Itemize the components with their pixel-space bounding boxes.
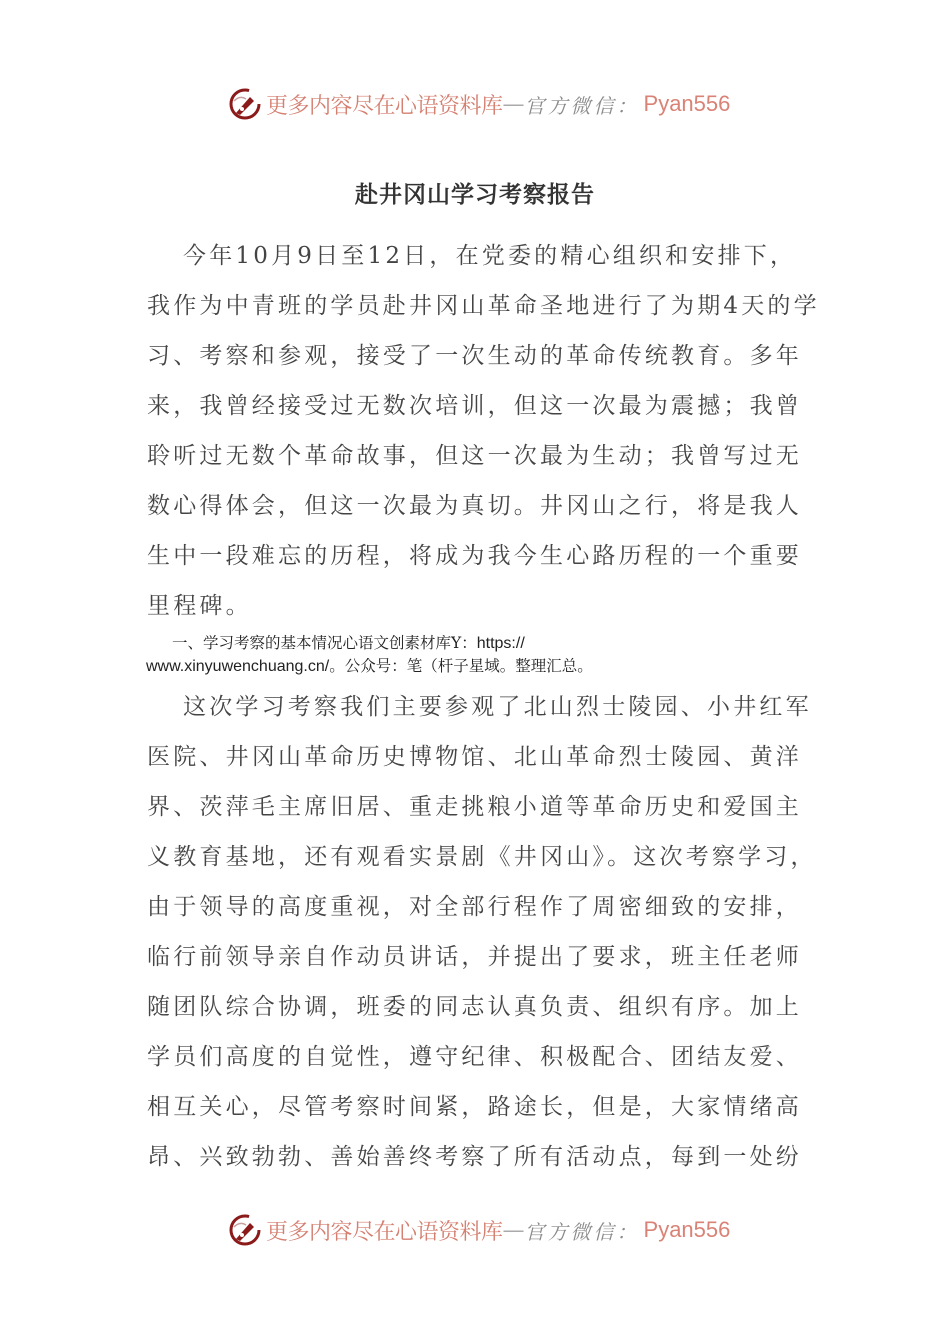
section-heading-line-2 bbox=[146, 655, 593, 678]
banner-wechat-id: Pyan556 bbox=[643, 1217, 731, 1242]
text-line: 数心得体会，但这一次最为真切。井冈山之行，将是我人 bbox=[147, 493, 802, 519]
text-line: 这次学习考察我们主要参观了北山烈士陵园、小井红军 bbox=[183, 694, 812, 720]
pen-logo-icon bbox=[228, 1213, 262, 1247]
text-line: 医院、井冈山革命历史博物馆、北山革命烈士陵园、黄洋 bbox=[147, 744, 802, 770]
banner-wechat-label: 官方微信： bbox=[524, 93, 640, 118]
section-heading-text: 一、学习考察的基本情况心语文创素材库Y： bbox=[172, 634, 477, 652]
banner-dash: — bbox=[502, 1217, 525, 1243]
text-line: 习、考察和参观，接受了一次生动的革命传统教育。多年 bbox=[147, 343, 802, 369]
banner-wechat-id: Pyan556 bbox=[643, 91, 731, 116]
section-heading-url: www.xinyuwenchuang.cn/ bbox=[146, 658, 330, 675]
text-line: 界、茨萍毛主席旧居、重走挑粮小道等革命历史和爱国主 bbox=[147, 794, 802, 820]
text-line: 今年10月9日至12日，在党委的精心组织和安排下， bbox=[183, 243, 797, 269]
pen-logo-icon bbox=[228, 87, 262, 121]
text-line: 我作为中青班的学员赴井冈山革命圣地进行了为期4天的学 bbox=[147, 293, 820, 319]
banner-wechat-label: 官方微信： bbox=[524, 1219, 640, 1244]
text-line: 由于领导的高度重视，对全部行程作了周密细致的安排， bbox=[147, 894, 802, 920]
text-line: 学员们高度的自觉性，遵守纪律、积极配合、团结友爱、 bbox=[147, 1044, 802, 1070]
text-line: 生中一段难忘的历程，将成为我今生心路历程的一个重要 bbox=[147, 543, 802, 569]
text-line: 里程碑。 bbox=[147, 593, 252, 619]
banner-site-name: 更多内容尽在心语资料库 bbox=[266, 1219, 503, 1245]
section-heading-url-part: https:// bbox=[476, 635, 525, 652]
text-line: 来，我曾经接受过无数次培训，但这一次最为震撼；我曾 bbox=[147, 393, 802, 419]
text-line: 聆听过无数个革命故事，但这一次最为生动；我曾写过无 bbox=[147, 443, 802, 469]
text-line: 随团队综合协调，班委的同志认真负责、组织有序。加上 bbox=[147, 994, 802, 1020]
footer-banner bbox=[228, 1210, 730, 1250]
text-line: 昂、兴致勃勃、善始善终考察了所有活动点，每到一处纷 bbox=[147, 1144, 802, 1170]
banner-site-name: 更多内容尽在心语资料库 bbox=[266, 93, 503, 119]
banner-dash: — bbox=[502, 91, 525, 117]
document-title: 赴井冈山学习考察报告 bbox=[355, 181, 595, 208]
section-heading-text: 。公众号：笔（杆子星域。整理汇总。 bbox=[329, 657, 593, 675]
text-line: 临行前领导亲自作动员讲话，并提出了要求，班主任老师 bbox=[147, 944, 802, 970]
header-banner bbox=[228, 84, 730, 124]
text-line: 义教育基地，还有观看实景剧《井冈山》。这次考察学习， bbox=[147, 844, 817, 870]
section-heading-line-1 bbox=[172, 632, 525, 655]
text-line: 相互关心，尽管考察时间紧，路途长，但是，大家情绪高 bbox=[147, 1094, 802, 1120]
